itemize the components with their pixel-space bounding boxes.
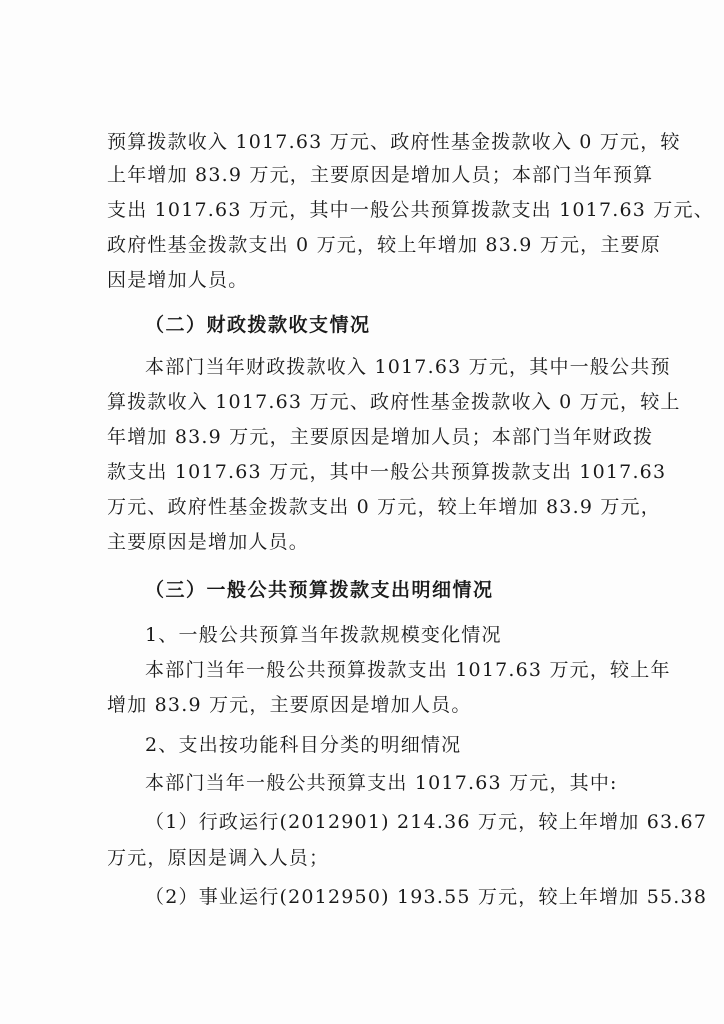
list-item-line: 万元，原因是调入人员；: [107, 847, 330, 869]
section-heading: （三）一般公共预算拨款支出明细情况: [145, 579, 494, 601]
list-item-line: （2）事业运行(2012950) 193.55 万元，较上年增加 55.38: [145, 886, 708, 908]
paragraph-line: 算拨款收入 1017.63 万元、政府性基金拨款收入 0 万元，较上: [107, 391, 681, 413]
paragraph-line: 本部门当年一般公共预算拨款支出 1017.63 万元，较上年: [145, 659, 671, 681]
paragraph-line: 政府性基金拨款支出 0 万元，较上年增加 83.9 万元，主要原: [107, 234, 661, 256]
paragraph-line: 因是增加人员。: [107, 269, 249, 291]
paragraph-line: 主要原因是增加人员。: [107, 531, 310, 553]
paragraph-line: 支出 1017.63 万元，其中一般公共预算拨款支出 1017.63 万元、: [107, 199, 714, 221]
section-heading: （二）财政拨款收支情况: [145, 314, 371, 336]
subsection-heading: 1、一般公共预算当年拨款规模变化情况: [145, 624, 502, 646]
list-item-line: （1）行政运行(2012901) 214.36 万元，较上年增加 63.67: [145, 811, 708, 833]
paragraph-line: 款支出 1017.63 万元，其中一般公共预算拨款支出 1017.63: [107, 461, 667, 483]
paragraph-line: 年增加 83.9 万元，主要原因是增加人员；本部门当年财政拨: [107, 426, 654, 448]
subsection-heading: 2、支出按功能科目分类的明细情况: [145, 734, 462, 756]
paragraph-line: 本部门当年财政拨款收入 1017.63 万元，其中一般公共预: [145, 356, 671, 378]
paragraph-line: 预算拨款收入 1017.63 万元、政府性基金拨款收入 0 万元，较: [107, 131, 681, 153]
paragraph-line: 上年增加 83.9 万元，主要原因是增加人员；本部门当年预算: [107, 164, 654, 186]
paragraph-line: 万元、政府性基金拨款支出 0 万元，较上年增加 83.9 万元，: [107, 496, 661, 518]
paragraph-line: 增加 83.9 万元，主要原因是增加人员。: [107, 694, 472, 716]
paragraph-line: 本部门当年一般公共预算支出 1017.63 万元，其中:: [145, 772, 618, 794]
